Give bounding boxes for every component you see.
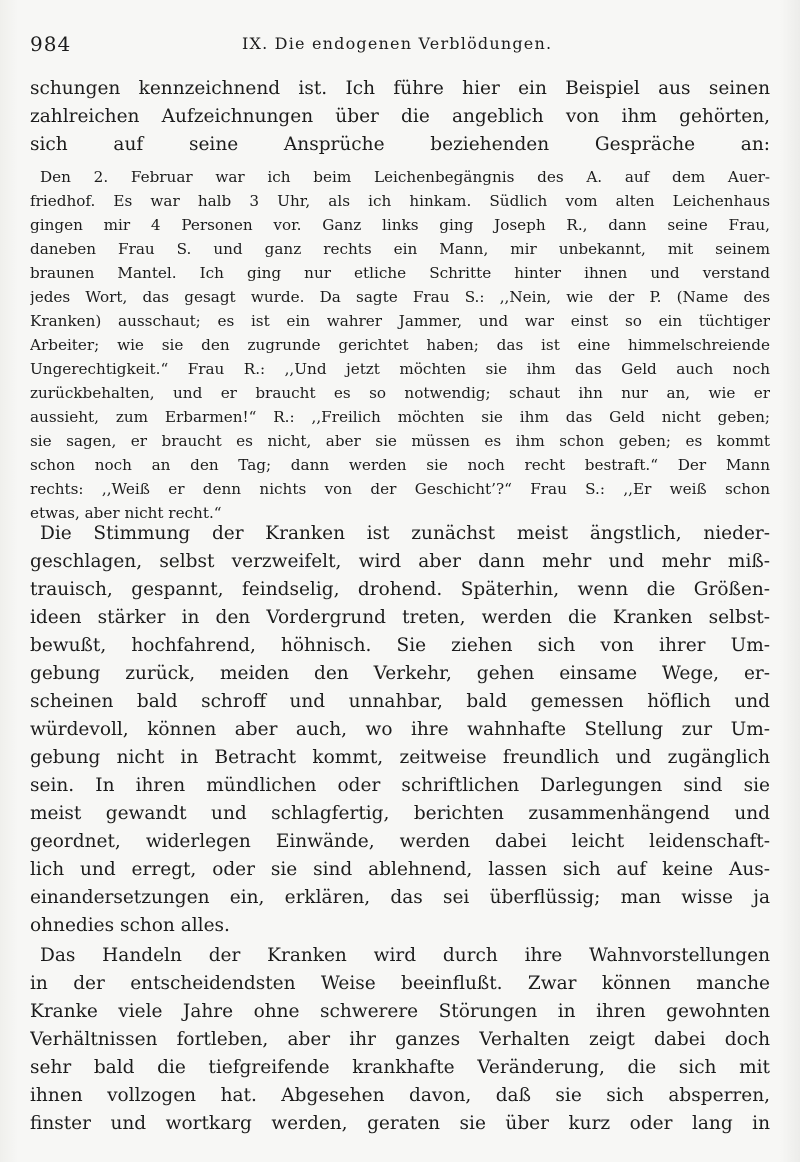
text-line: ideen stärker in den Vordergrund treten, werden die Kranken selbst- xyxy=(30,607,770,628)
text-line: friedhof. Es war halb 3 Uhr, als ich hinkam. Südlich vom alten Leichenhaus xyxy=(30,192,770,210)
text-line: Verhältnissen fortleben, aber ihr ganzes Verhalten zeigt dabei doch xyxy=(30,1029,770,1050)
text-line: Den 2. Februar war ich beim Leichenbegängnis des A. auf dem Auer- xyxy=(40,168,770,186)
text-line: sich auf seine Ansprüche beziehenden Gespräche an: xyxy=(30,134,770,155)
text-line: braunen Mantel. Ich ging nur etliche Schritte hinter ihnen und verstand xyxy=(30,264,770,282)
text-line: geschlagen, selbst verzweifelt, wird aber dann mehr und mehr miß- xyxy=(30,551,770,572)
text-line: aussieht, zum Erbarmen!“ R.: ,,Freilich möchten sie ihm das Geld nicht geben; xyxy=(30,408,770,426)
text-line: trauisch, gespannt, feindselig, drohend. Späterhin, wenn die Größen- xyxy=(30,579,770,600)
text-line: lich und erregt, oder sie sind ablehnend, lassen sich auf keine Aus- xyxy=(30,859,770,880)
text-line: Das Handeln der Kranken wird durch ihre Wahnvorstellungen xyxy=(40,945,770,966)
text-line: etwas, aber nicht recht.“ xyxy=(30,504,222,522)
text-line: zurückbehalten, und er braucht es so notwendig; schaut ihn nur an, wie er xyxy=(30,384,770,402)
text-line: gebung zurück, meiden den Verkehr, gehen einsame Wege, er- xyxy=(30,663,770,684)
text-line: Kranke viele Jahre ohne schwerere Störungen in ihren gewohnten xyxy=(30,1001,770,1022)
text-line: Kranken) ausschaut; es ist ein wahrer Jammer, und war einst so ein tüchtiger xyxy=(30,312,770,330)
text-line: ohnedies schon alles. xyxy=(30,915,230,936)
text-line: in der entscheidendsten Weise beeinflußt. Zwar können manche xyxy=(30,973,770,994)
text-line: würdevoll, können aber auch, wo ihre wahnhafte Stellung zur Um- xyxy=(30,719,770,740)
page-number: 984 xyxy=(30,32,72,56)
text-line: meist gewandt und schlagfertig, berichten zusammenhängend und xyxy=(30,803,770,824)
text-line: bewußt, hochfahrend, höhnisch. Sie ziehen sich von ihrer Um- xyxy=(30,635,770,656)
text-line: sein. In ihren mündlichen oder schriftlichen Darlegungen sind sie xyxy=(30,775,770,796)
text-line: Arbeiter; wie sie den zugrunde gerichtet haben; das ist eine himmelschreiende xyxy=(30,336,770,354)
running-title: IX. Die endogenen Verblödungen. xyxy=(242,34,553,53)
text-line: geordnet, widerlegen Einwände, werden dabei leicht leidenschaft- xyxy=(30,831,770,852)
text-line: gebung nicht in Betracht kommt, zeitweise freundlich und zugänglich xyxy=(30,747,770,768)
text-line: schungen kennzeichnend ist. Ich führe hier ein Beispiel aus seinen xyxy=(30,78,770,99)
text-line: finster und wortkarg werden, geraten sie über kurz oder lang in xyxy=(30,1113,770,1134)
text-line: Ungerechtigkeit.“ Frau R.: ,,Und jetzt möchten sie ihm das Geld auch noch xyxy=(30,360,770,378)
page-header xyxy=(30,32,770,58)
text-line: sie sagen, er braucht es nicht, aber sie müssen es ihm schon geben; es kommt xyxy=(30,432,770,450)
text-line: scheinen bald schroff und unnahbar, bald gemessen höflich und xyxy=(30,691,770,712)
text-line: zahlreichen Aufzeichnungen über die angeblich von ihm gehörten, xyxy=(30,106,770,127)
text-line: sehr bald die tiefgreifende krankhafte Veränderung, die sich mit xyxy=(30,1057,770,1078)
text-line: daneben Frau S. und ganz rechts ein Mann, mir unbekannt, mit seinem xyxy=(30,240,770,258)
text-line: ihnen vollzogen hat. Abgesehen davon, daß sie sich absperren, xyxy=(30,1085,770,1106)
text-line: Die Stimmung der Kranken ist zunächst meist ängstlich, nieder- xyxy=(40,523,770,544)
text-line: jedes Wort, das gesagt wurde. Da sagte Frau S.: ,,Nein, wie der P. (Name des xyxy=(30,288,770,306)
text-line: rechts: ,,Weiß er denn nichts von der Geschicht’?“ Frau S.: ,,Er weiß schon xyxy=(30,480,770,498)
text-line: gingen mir 4 Personen vor. Ganz links ging Joseph R., dann seine Frau, xyxy=(30,216,770,234)
text-line: schon noch an den Tag; dann werden sie noch recht bestraft.“ Der Mann xyxy=(30,456,770,474)
text-line: einandersetzungen ein, erklären, das sei überflüssig; man wisse ja xyxy=(30,887,770,908)
